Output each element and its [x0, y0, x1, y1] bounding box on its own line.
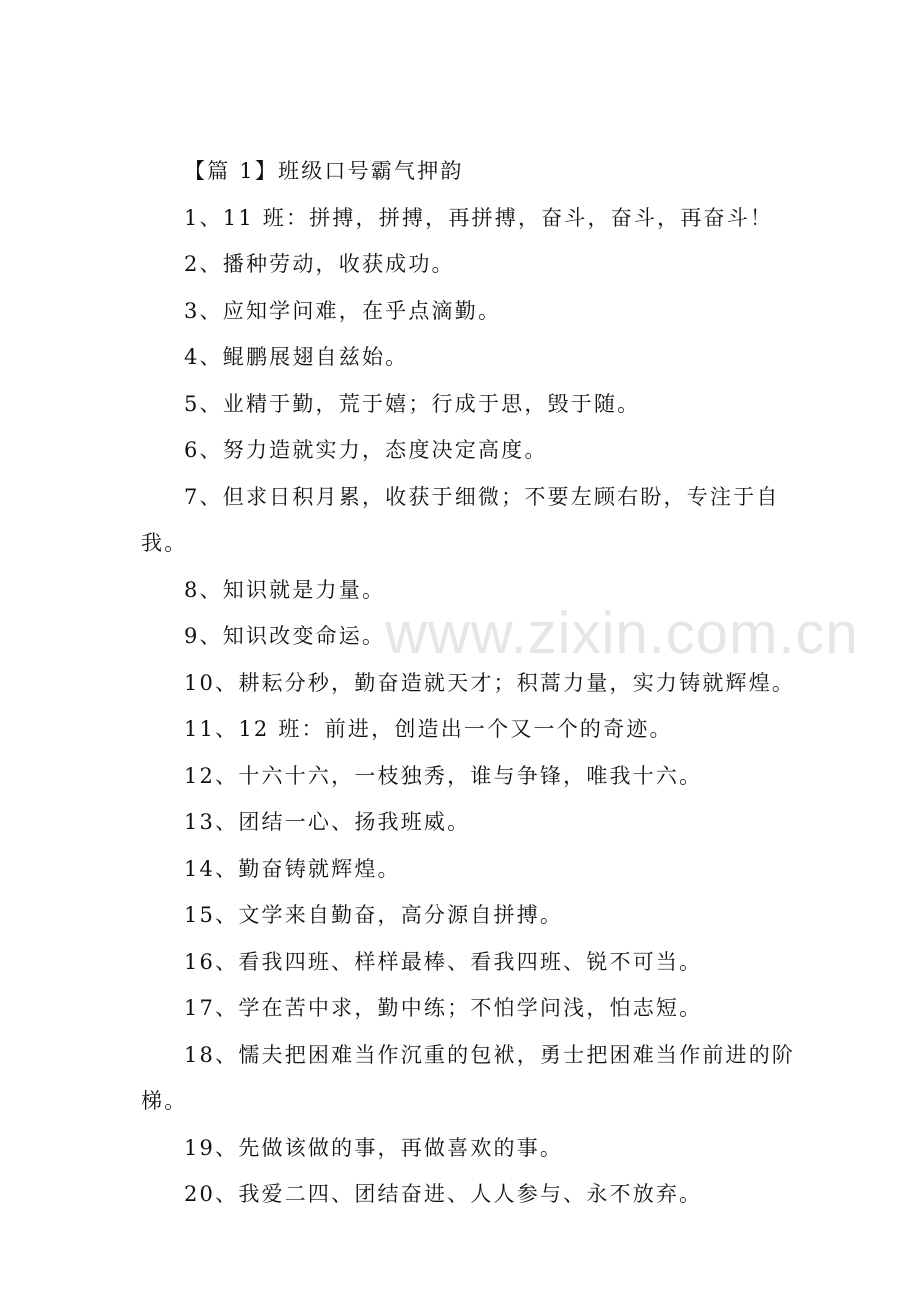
slogan-item-5: 5、业精于勤，荒于嬉；行成于思，毁于随。 [184, 391, 641, 416]
slogan-item-8: 8、知识就是力量。 [184, 577, 386, 602]
document-heading: 【篇 1】班级口号霸气押韵 [184, 159, 464, 183]
watermark: www.zixin.com.cn [385, 601, 859, 666]
slogan-item-19: 19、先做该做的事，再做喜欢的事。 [184, 1135, 564, 1160]
slogan-item-7: 7、但求日积月累，收获于细微；不要左顾右盼，专注于自我。 [141, 484, 780, 555]
slogan-item-4: 4、鲲鹏展翅自兹始。 [184, 345, 409, 369]
slogan-item-6: 6、努力造就实力，态度决定高度。 [184, 438, 548, 462]
slogan-item-3: 3、应知学问难，在乎点滴勤。 [184, 298, 502, 323]
slogan-item-2: 2、播种劳动，收获成功。 [184, 252, 455, 276]
slogan-item-18: 18、懦夫把困难当作沉重的包袱，勇士把困难当作前进的阶梯。 [141, 1042, 796, 1113]
slogan-item-15: 15、文学来自勤奋，高分源自拼搏。 [184, 903, 564, 927]
slogan-item-17: 17、学在苦中求，勤中练；不怕学问浅，怕志短。 [184, 996, 703, 1020]
slogan-item-13: 13、团结一心、扬我班威。 [184, 810, 471, 834]
slogan-item-14: 14、勤奋铸就辉煌。 [184, 856, 401, 881]
document-body [141, 148, 801, 1218]
slogan-item-9: 9、知识改变命运。 [184, 624, 386, 648]
slogan-item-10: 10、耕耘分秒，勤奋造就天才；积蒿力量，实力铸就辉煌。 [184, 670, 796, 695]
slogan-item-1: 1、11 班：拼搏，拼搏，再拼搏，奋斗，奋斗，再奋斗！ [184, 205, 774, 230]
slogan-item-12: 12、十六十六，一枝独秀，谁与争锋，唯我十六。 [184, 763, 703, 788]
slogan-item-16: 16、看我四班、样样最棒、看我四班、锐不可当。 [184, 949, 703, 974]
slogan-item-20: 20、我爱二四、团结奋进、人人参与、永不放弃。 [184, 1182, 703, 1206]
slogan-item-11: 11、12 班：前进，创造出一个又一个的奇迹。 [184, 717, 673, 741]
